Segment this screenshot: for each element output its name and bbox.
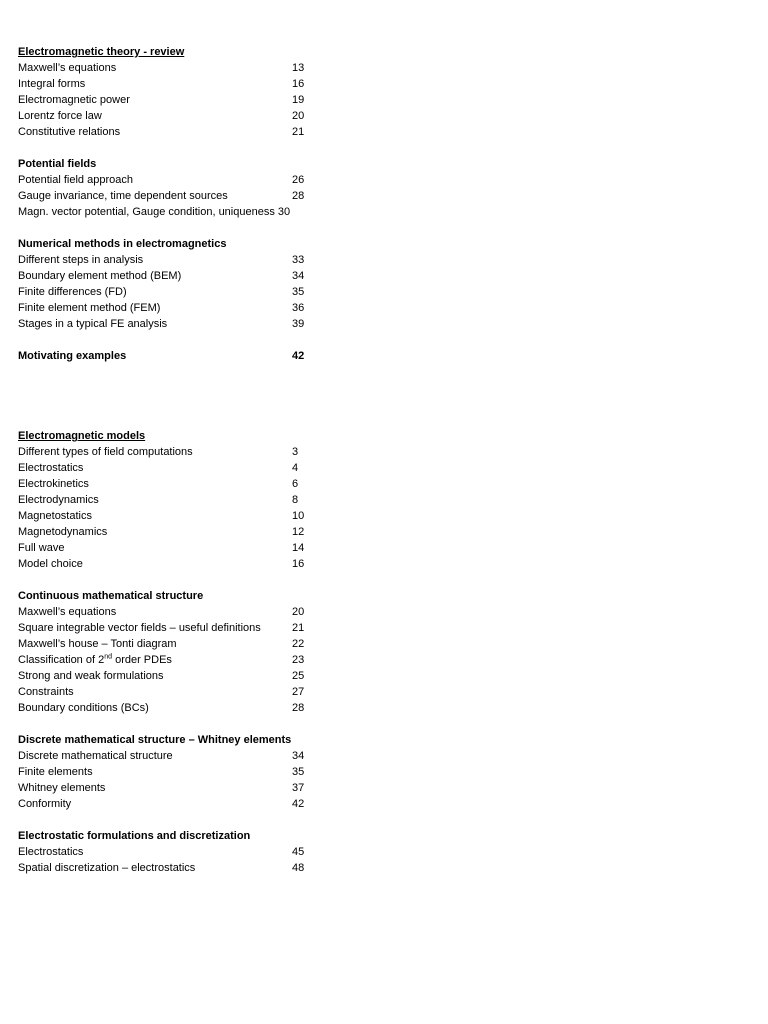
entry-page: 28 xyxy=(292,190,305,202)
toc-entry xyxy=(18,444,338,460)
entry-label: Different types of field computations xyxy=(18,446,193,458)
toc-entry xyxy=(18,300,338,316)
section-heading xyxy=(18,588,338,604)
entry-label: Electrostatics xyxy=(18,462,84,474)
toc-entry xyxy=(18,124,338,140)
toc-entry xyxy=(18,620,338,636)
entry-label xyxy=(18,652,172,668)
entry-label: Discrete mathematical structure xyxy=(18,750,173,762)
entry-label: Electrostatics xyxy=(18,846,84,858)
entry-page: 10 xyxy=(292,510,305,522)
entry-label: Different steps in analysis xyxy=(18,254,144,266)
section-heading xyxy=(18,156,338,172)
toc-section xyxy=(18,828,338,876)
entry-label: Maxwell’s equations xyxy=(18,606,117,618)
toc-entry xyxy=(18,700,338,716)
entry-label: Full wave xyxy=(18,542,65,554)
entry-label: Boundary conditions (BCs) xyxy=(18,702,149,714)
entry-label-part: Classification of 2 xyxy=(18,654,105,666)
entry-label: Electrokinetics xyxy=(18,478,89,490)
entry-page: 35 xyxy=(292,766,305,778)
section-heading xyxy=(18,732,338,748)
section-title: Electrostatic formulations and discretization xyxy=(18,830,251,842)
entry-page: 35 xyxy=(292,286,305,298)
toc-entry xyxy=(18,252,338,268)
entry-label: Strong and weak formulations xyxy=(18,670,164,682)
toc-entry xyxy=(18,492,338,508)
entry-label: Finite elements xyxy=(18,766,93,778)
entry-page: 39 xyxy=(292,318,305,330)
entry-label: Integral forms xyxy=(18,78,86,90)
entry-page: 28 xyxy=(292,702,305,714)
entry-page: 37 xyxy=(292,782,305,794)
entry-page: 19 xyxy=(292,94,305,106)
entry-page: 4 xyxy=(292,462,299,474)
toc-entry xyxy=(18,860,338,876)
toc-section xyxy=(18,156,338,220)
toc-entry xyxy=(18,476,338,492)
ordinal-suffix: nd xyxy=(104,653,113,661)
toc-entry xyxy=(18,508,338,524)
section-title: Continuous mathematical structure xyxy=(18,590,204,602)
toc-entry xyxy=(18,172,338,188)
entry-label: Electromagnetic power xyxy=(18,94,130,106)
section-title: Numerical methods in electromagnetics xyxy=(18,238,227,250)
entry-label: Whitney elements xyxy=(18,782,106,794)
entry-page: 34 xyxy=(292,270,305,282)
entry-page: 25 xyxy=(292,670,305,682)
entry-page: 27 xyxy=(292,686,305,698)
section-title: Electromagnetic theory - review xyxy=(18,46,185,58)
entry-page: 3 xyxy=(292,446,299,458)
toc-entry xyxy=(18,284,338,300)
entry-label: Boundary element method (BEM) xyxy=(18,270,182,282)
entry-label: Square integrable vector fields – useful definitions xyxy=(18,622,261,634)
entry-page: 20 xyxy=(292,110,305,122)
section-title: Motivating examples xyxy=(18,350,127,362)
entry-page: 21 xyxy=(292,126,305,138)
entry-page: 8 xyxy=(292,494,299,506)
toc-entry xyxy=(18,540,338,556)
entry-label: Maxwell’s equations xyxy=(18,62,117,74)
toc-entry xyxy=(18,76,338,92)
section-page: 42 xyxy=(292,350,305,362)
section-title: Electromagnetic models xyxy=(18,430,146,442)
toc-section xyxy=(18,428,338,572)
toc-entry xyxy=(18,556,338,572)
toc-entry xyxy=(18,204,338,220)
toc-entry xyxy=(18,460,338,476)
entry-label: Gauge invariance, time dependent sources xyxy=(18,190,228,202)
entry-label: Potential field approach xyxy=(18,174,133,186)
entry-page: 21 xyxy=(292,622,305,634)
toc-entry xyxy=(18,748,338,764)
entry-label: Finite element method (FEM) xyxy=(18,302,161,314)
toc-section xyxy=(18,44,338,140)
toc-section xyxy=(18,732,338,812)
entry-label: Constraints xyxy=(18,686,74,698)
toc-entry xyxy=(18,108,338,124)
entry-page: 22 xyxy=(292,638,305,650)
toc-section xyxy=(18,236,338,332)
entry-page: 33 xyxy=(292,254,305,266)
entry-label: Maxwell’s house – Tonti diagram xyxy=(18,638,177,650)
entry-label: Model choice xyxy=(18,558,83,570)
section-heading xyxy=(18,828,338,844)
entry-label: Lorentz force law xyxy=(18,110,102,122)
toc-entry xyxy=(18,524,338,540)
entry-page: 30 xyxy=(277,206,291,218)
toc-entry xyxy=(18,604,338,620)
entry-page: 20 xyxy=(292,606,305,618)
entry-page: 26 xyxy=(292,174,305,186)
toc-section xyxy=(18,588,338,716)
toc-entry xyxy=(18,268,338,284)
entry-label: Finite differences (FD) xyxy=(18,286,127,298)
table-of-contents xyxy=(18,44,338,876)
toc-entry xyxy=(18,316,338,332)
entry-page: 23 xyxy=(292,654,305,666)
section-title: Potential fields xyxy=(18,158,97,170)
entry-label: Electrodynamics xyxy=(18,494,99,506)
toc-entry xyxy=(18,652,338,668)
entry-label: Constitutive relations xyxy=(18,126,121,138)
entry-page: 6 xyxy=(292,478,299,490)
section-heading xyxy=(18,236,338,252)
toc-entry xyxy=(18,668,338,684)
toc-entry xyxy=(18,764,338,780)
toc-entry xyxy=(18,844,338,860)
toc-entry xyxy=(18,684,338,700)
section-heading xyxy=(18,428,338,444)
entry-page: 14 xyxy=(292,542,305,554)
entry-page: 45 xyxy=(292,846,305,858)
entry-label: Magnetodynamics xyxy=(18,526,108,538)
entry-page: 36 xyxy=(292,302,305,314)
entry-page: 42 xyxy=(292,798,305,810)
entry-label: Conformity xyxy=(18,798,72,810)
section-title: Discrete mathematical structure – Whitney elements xyxy=(18,734,292,746)
entry-page: 12 xyxy=(292,526,305,538)
toc-entry xyxy=(18,636,338,652)
entry-page: 34 xyxy=(292,750,305,762)
toc-entry xyxy=(18,92,338,108)
toc-section xyxy=(18,348,338,364)
toc-entry xyxy=(18,60,338,76)
entry-label: Spatial discretization – electrostatics xyxy=(18,862,196,874)
entry-page: 48 xyxy=(292,862,305,874)
entry-page: 13 xyxy=(292,62,305,74)
entry-page: 16 xyxy=(292,558,305,570)
section-heading xyxy=(18,44,338,60)
section-heading xyxy=(18,348,338,364)
toc-entry xyxy=(18,796,338,812)
entry-label-part: order PDEs xyxy=(112,654,172,666)
entry-label: Magn. vector potential, Gauge condition, uniqueness xyxy=(18,206,275,218)
toc-entry xyxy=(18,188,338,204)
toc-entry xyxy=(18,780,338,796)
entry-label: Stages in a typical FE analysis xyxy=(18,318,168,330)
entry-page: 16 xyxy=(292,78,305,90)
entry-label: Magnetostatics xyxy=(18,510,92,522)
